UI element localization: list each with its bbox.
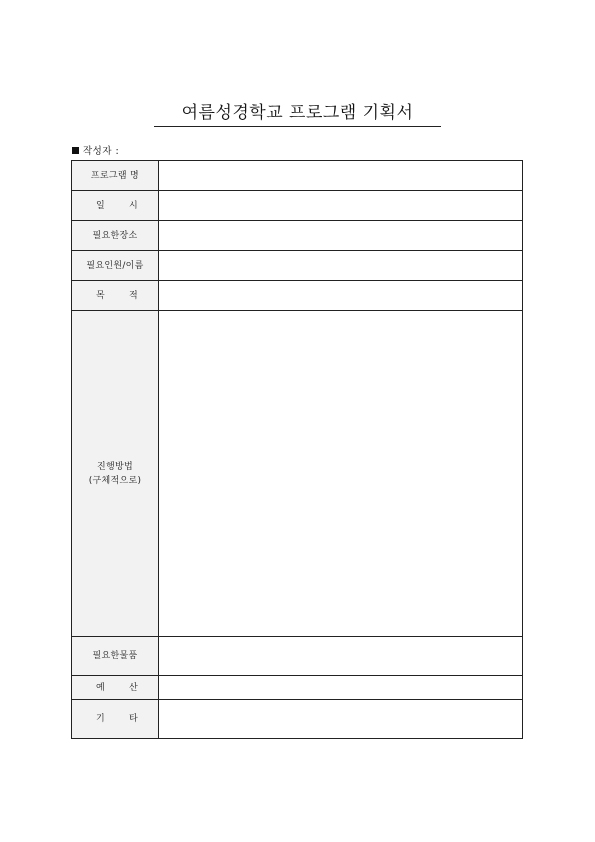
label-others-char-2: 타 (129, 714, 138, 724)
planning-form-table (71, 160, 523, 739)
procedure-field[interactable] (159, 311, 523, 637)
table-row (72, 161, 523, 191)
label-budget-char-2: 산 (129, 682, 138, 693)
label-procedure-line-1: 진행방법 (97, 461, 133, 472)
table-row (72, 700, 523, 739)
table-row (72, 251, 523, 281)
table-row (72, 311, 523, 637)
table-row (72, 221, 523, 251)
required-people-field[interactable] (159, 251, 523, 281)
label-others (72, 700, 159, 739)
label-purpose (72, 281, 159, 311)
required-place-field[interactable] (159, 221, 523, 251)
label-required-people: 필요인원/이름 (72, 251, 159, 281)
label-budget (72, 676, 159, 700)
label-datetime-char-2: 시 (129, 200, 138, 211)
program-name-field[interactable] (159, 161, 523, 191)
others-field[interactable] (159, 700, 523, 739)
square-bullet-icon (72, 147, 79, 154)
budget-field[interactable] (159, 676, 523, 700)
label-purpose-char-1: 목 (96, 290, 105, 301)
table-row (72, 281, 523, 311)
document-title: 여름성경학교 프로그램 기획서 (154, 101, 441, 127)
label-required-place: 필요한장소 (72, 221, 159, 251)
label-purpose-char-2: 적 (129, 290, 138, 301)
label-procedure-line-2: (구체적으로) (88, 475, 142, 486)
label-program-name: 프로그램 명 (72, 161, 159, 191)
required-supplies-field[interactable] (159, 637, 523, 676)
label-procedure (72, 311, 159, 637)
label-budget-char-1: 예 (96, 682, 105, 693)
label-others-char-1: 기 (96, 714, 105, 724)
label-datetime-char-1: 일 (96, 200, 105, 211)
label-datetime (72, 191, 159, 221)
table-row (72, 676, 523, 700)
table-row (72, 637, 523, 676)
author-line (72, 145, 119, 159)
author-label: 작성자 : (83, 146, 120, 157)
purpose-field[interactable] (159, 281, 523, 311)
datetime-field[interactable] (159, 191, 523, 221)
label-required-supplies: 필요한물품 (72, 637, 159, 676)
table-row (72, 191, 523, 221)
